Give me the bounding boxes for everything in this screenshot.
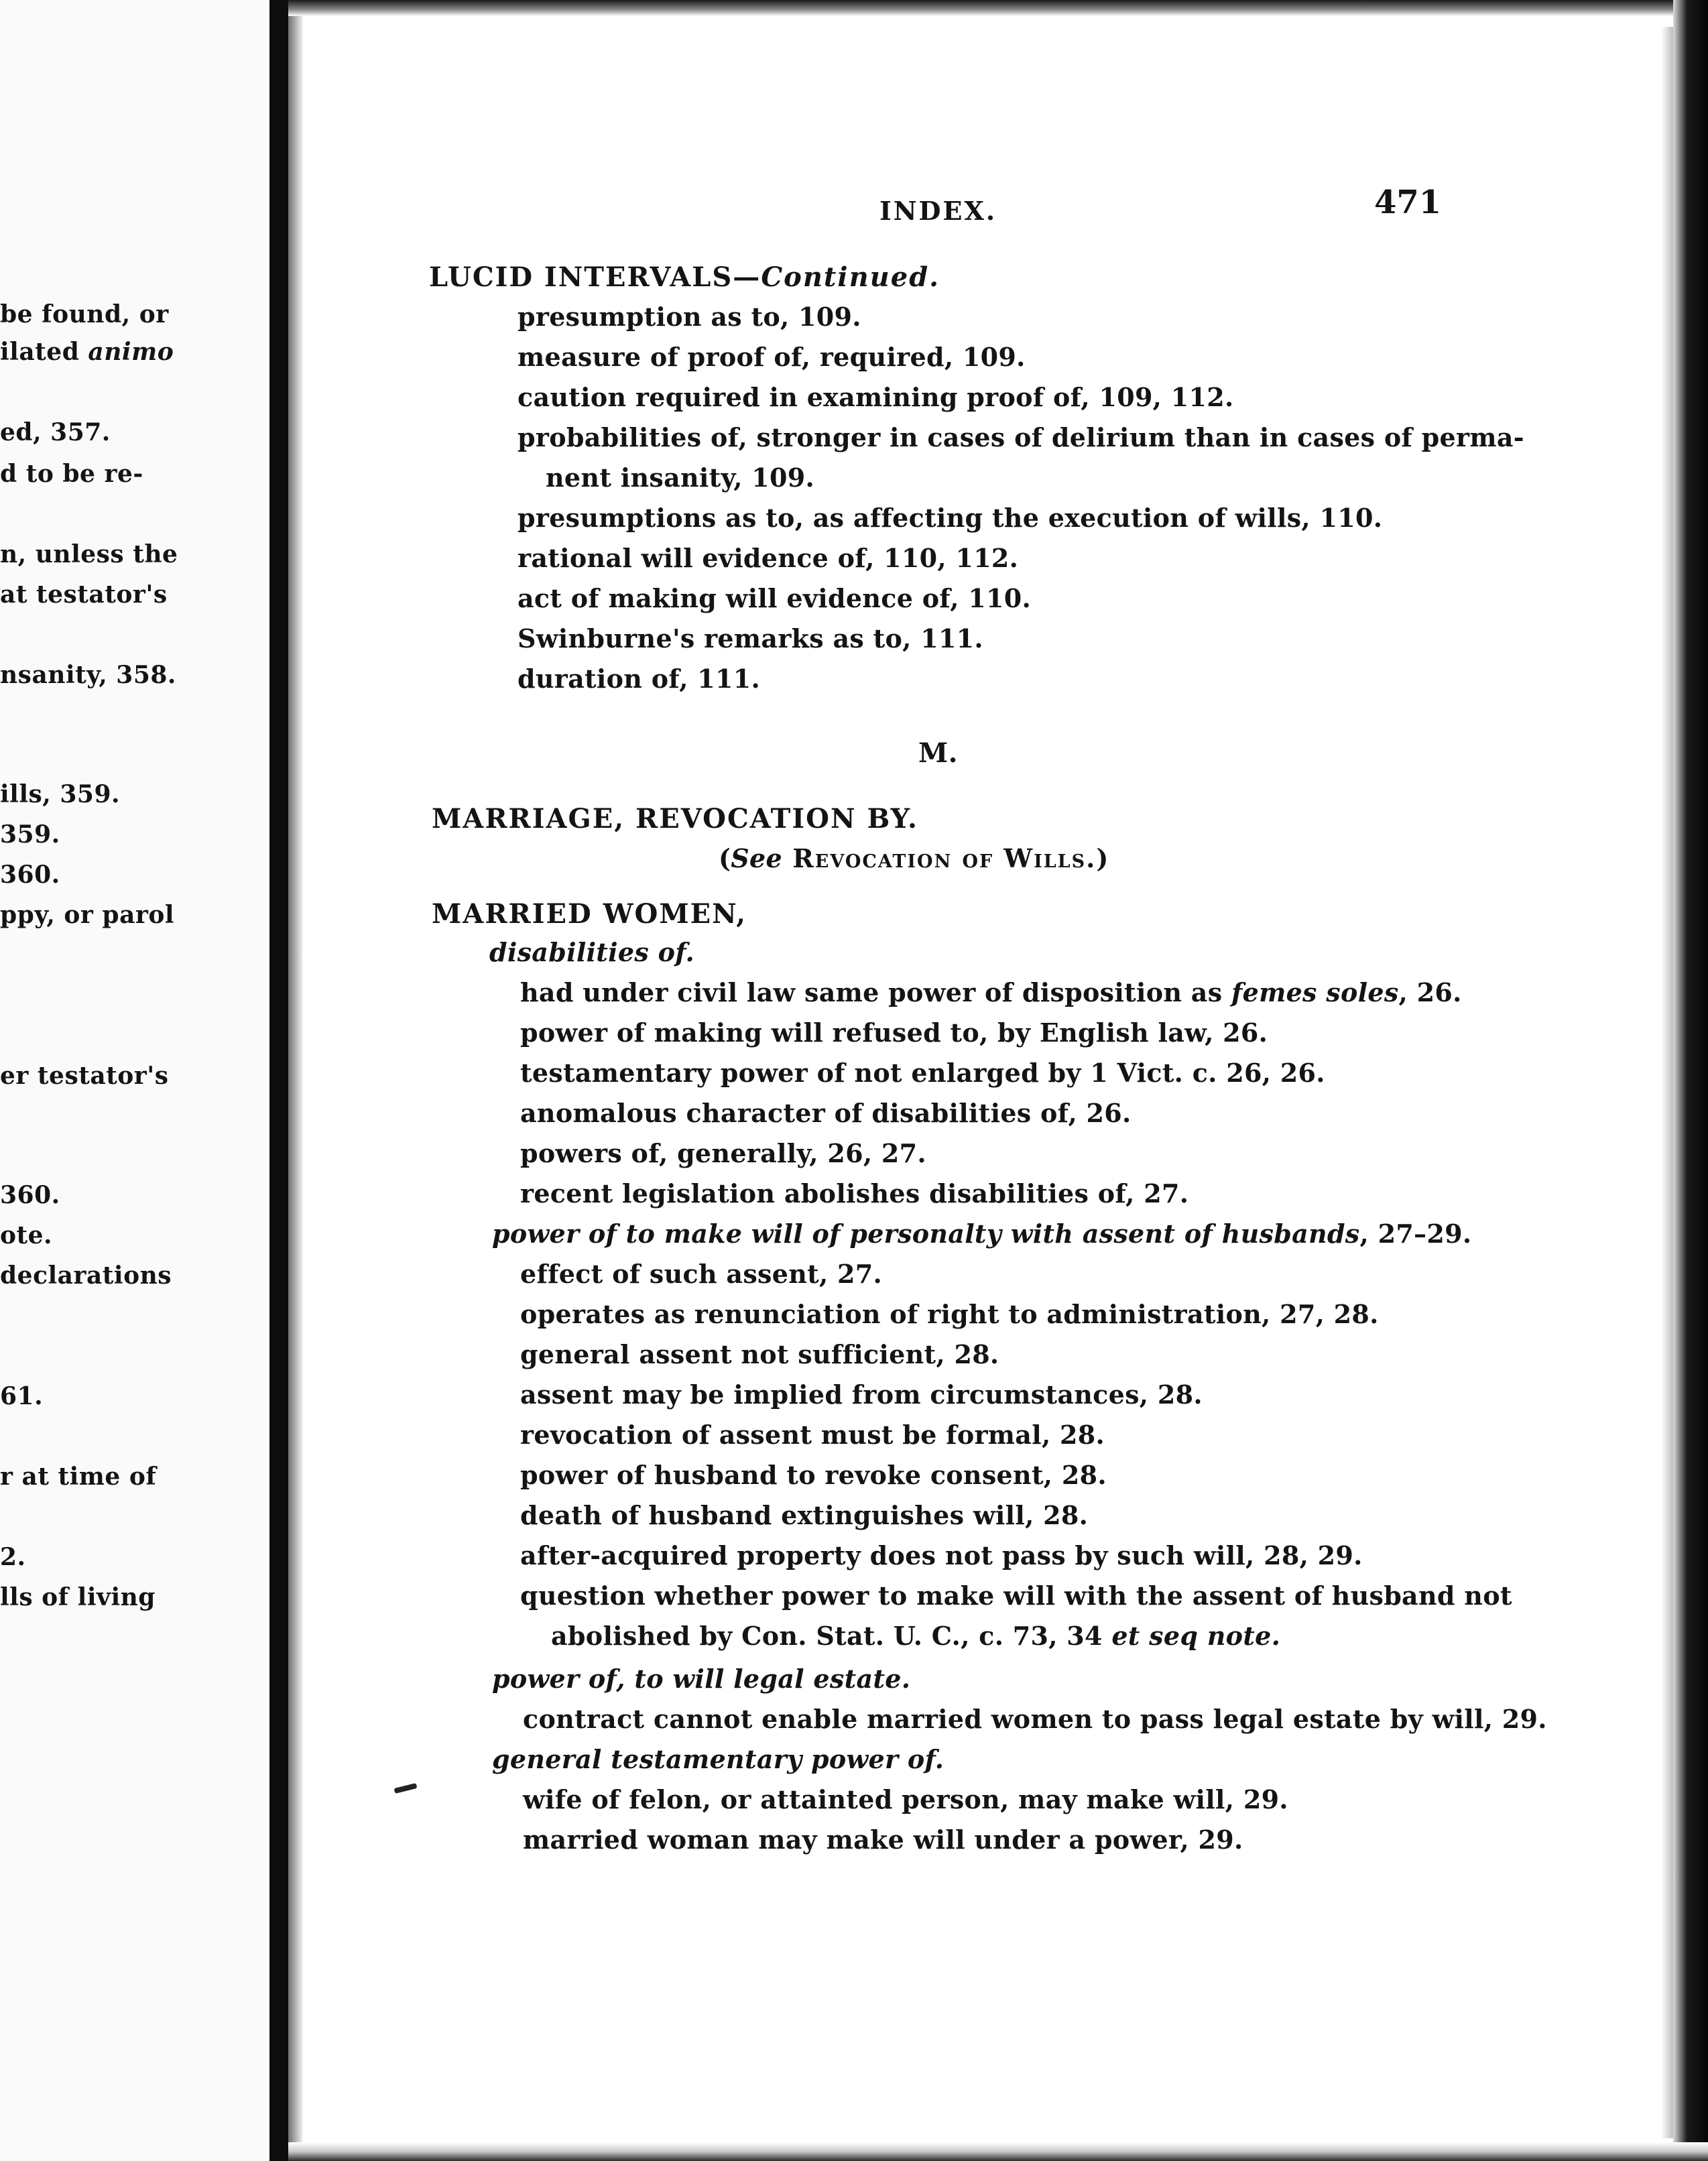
subentry: presumption as to, 109. — [517, 302, 861, 332]
subheading-disabilities: disabilities of. — [489, 937, 695, 967]
subentry: powers of, generally, 26, 27. — [520, 1138, 926, 1168]
facing-line: ote. — [0, 1221, 53, 1249]
page-number: 471 — [1374, 184, 1442, 221]
subentry: effect of such assent, 27. — [520, 1259, 883, 1289]
subentry-continuation: nent insanity, 109. — [546, 462, 815, 493]
facing-line: ed, 357. — [0, 418, 111, 446]
subheading-general-power: general testamentary power of. — [492, 1744, 944, 1774]
facing-line: at testator's — [0, 580, 168, 609]
subentry-italic: et seq note. — [1111, 1621, 1281, 1651]
entry-heading-married-women: MARRIED WOMEN, — [432, 898, 747, 930]
subentry: after-acquired property does not pass by such will, 28, 29. — [520, 1540, 1363, 1570]
subentry: act of making will evidence of, 110. — [517, 583, 1032, 613]
section-letter: M. — [918, 737, 958, 769]
subentry-pages: , 26. — [1398, 977, 1462, 1007]
subentry: death of husband extinguishes will, 28. — [520, 1500, 1089, 1530]
facing-line: 61. — [0, 1382, 44, 1410]
paren-close: ) — [1096, 843, 1109, 873]
see-word: See — [731, 843, 782, 873]
top-page-edge — [288, 0, 1708, 16]
subentry: operates as renunciation of right to administration, 27, 28. — [520, 1299, 1379, 1329]
subentry: assent may be implied from circumstances, 28. — [520, 1379, 1203, 1410]
subentry: power of making will refused to, by English law, 26. — [520, 1017, 1268, 1048]
bottom-page-edge — [288, 2142, 1708, 2161]
subentry: rational will evidence of, 110, 112. — [517, 543, 1019, 573]
subentry-italic: femes soles — [1231, 977, 1399, 1007]
heading-text: LUCID INTERVALS— — [429, 261, 761, 293]
entry-heading-lucid-intervals — [429, 261, 940, 293]
facing-line: d to be re- — [0, 460, 143, 488]
heading-continued: Continued. — [761, 261, 940, 293]
facing-page-fragment — [0, 0, 268, 2161]
subentry: married woman may make will under a power, 29. — [523, 1825, 1243, 1855]
facing-line: ills, 359. — [0, 780, 121, 808]
index-page — [303, 16, 1661, 2142]
subentry: revocation of assent must be formal, 28. — [520, 1420, 1105, 1450]
facing-line: 359. — [0, 820, 60, 849]
subheading-legal-estate: power of, to will legal estate. — [492, 1664, 911, 1694]
facing-line: ppy, or parol — [0, 901, 175, 929]
facing-line: declarations — [0, 1261, 172, 1290]
right-page-edge — [1673, 0, 1708, 2161]
see-target: Revocation of Wills. — [782, 843, 1097, 873]
subentry: recent legislation abolishes disabilities of, 27. — [520, 1178, 1189, 1209]
facing-line: nsanity, 358. — [0, 661, 176, 689]
subentry: measure of proof of, required, 109. — [517, 342, 1026, 372]
facing-line — [0, 338, 174, 366]
running-head: INDEX. — [879, 196, 997, 226]
paren-open: ( — [719, 843, 731, 873]
subentry: duration of, 111. — [517, 664, 760, 694]
subentry: general assent not sufficient, 28. — [520, 1339, 999, 1369]
facing-line: r at time of — [0, 1463, 157, 1491]
subheading-personalty — [492, 1219, 1471, 1249]
facing-line: 2. — [0, 1543, 26, 1571]
facing-line: er testator's — [0, 1062, 169, 1090]
facing-line-italic: animo — [88, 338, 174, 366]
facing-line: lls of living — [0, 1583, 156, 1611]
subentry: wife of felon, or attainted person, may make will, 29. — [523, 1784, 1288, 1814]
see-reference — [719, 843, 1109, 873]
gutter-shadow — [288, 0, 303, 2161]
subentry-text: had under civil law same power of disposition as — [520, 977, 1231, 1007]
subentry: caution required in examining proof of, 109, 112. — [517, 382, 1234, 412]
book-gutter — [269, 0, 288, 2161]
subheading-text: power of to make will of personalty with assent of husbands — [492, 1219, 1360, 1249]
facing-line-text: ilated — [0, 338, 88, 366]
subentry: probabilities of, stronger in cases of delirium than in cases of perma- — [517, 422, 1524, 452]
subentry: presumptions as to, as affecting the execution of wills, 110. — [517, 503, 1383, 533]
page-edge-highlight — [1661, 27, 1673, 2138]
subentry: power of husband to revoke consent, 28. — [520, 1460, 1107, 1490]
subheading-pages: , 27–29. — [1359, 1219, 1472, 1249]
subentry: Swinburne's remarks as to, 111. — [517, 623, 983, 654]
facing-line: 360. — [0, 1181, 60, 1209]
subentry: question whether power to make will with the assent of husband not — [520, 1581, 1512, 1611]
facing-line: be found, or — [0, 300, 169, 328]
subentry-text: abolished by Con. Stat. U. C., c. 73, 34 — [551, 1621, 1112, 1651]
facing-line: 360. — [0, 861, 60, 889]
subentry: testamentary power of not enlarged by 1 Vict. c. 26, 26. — [520, 1058, 1325, 1088]
subentry: contract cannot enable married women to pass legal estate by will, 29. — [523, 1704, 1547, 1734]
entry-heading-marriage: MARRIAGE, REVOCATION BY. — [432, 803, 918, 835]
subentry — [520, 977, 1462, 1007]
subentry: anomalous character of disabilities of, 26. — [520, 1098, 1132, 1128]
margin-pencil-mark — [394, 1783, 418, 1794]
subentry-continuation — [551, 1621, 1280, 1651]
facing-line: n, unless the — [0, 540, 178, 568]
